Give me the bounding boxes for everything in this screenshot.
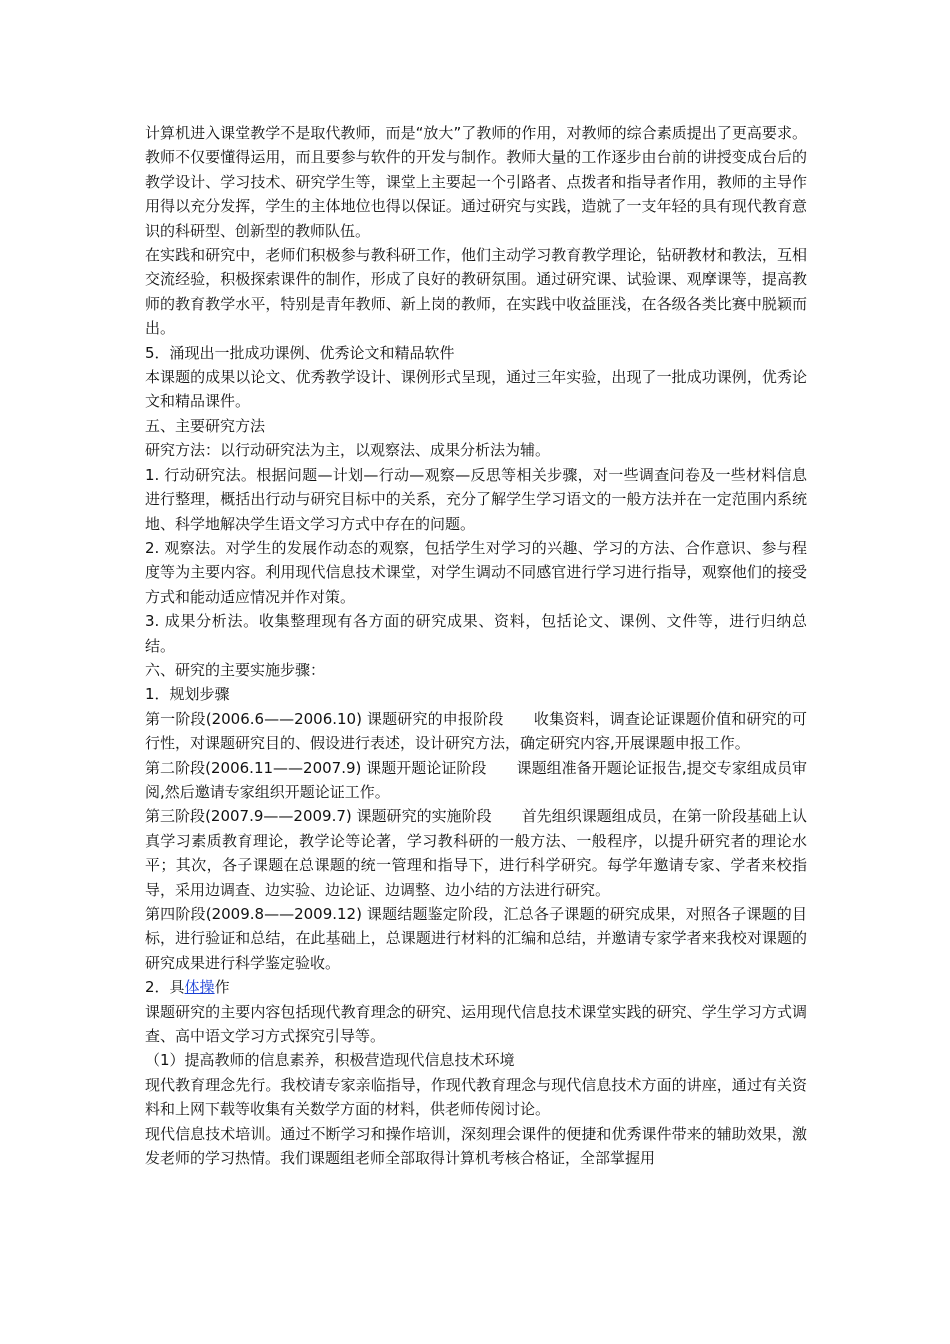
heading-text-after: 作 [214, 978, 230, 997]
document-page [145, 121, 807, 1170]
paragraph: 本课题的成果以论文、优秀教学设计、课例形式呈现，通过三年实验，出现了一批成功课例，优秀论文和精品课件。 [145, 368, 807, 411]
subsection-heading [145, 975, 807, 999]
section-heading: 五、主要研究方法 [145, 416, 266, 435]
stage-paragraph: 第二阶段(2006.11——2007.9) 课题开题论证阶段 课题组准备开题论证报告,提交专家组成员审阅,然后邀请专家组织开题论证工作。 [145, 758, 807, 801]
stage-paragraph: 第一阶段(2006.6——2006.10) 课题研究的申报阶段 收集资料，调查论证课题价值和研究的可行性，对课题研究目的、假设进行表述，设计研究方法，确定研究内容,开展课题申报工作。 [145, 709, 807, 753]
list-item: 1. 行动研究法。根据问题—计划—行动—观察—反思等相关步骤，对一些调查问卷及一些材料信息进行整理，概括出行动与研究目标中的关系，充分了解学生学习语文的一般方法并在一定范围内系统地、科学地解决学生语文学习方式中存在的问题。 [145, 465, 807, 533]
paragraph: 现代教育理念先行。我校请专家亲临指导，作现代教育理念与现代信息技术方面的讲座，通过有关资料和上网下载等收集有关数学方面的材料，供老师传阅讨论。 [145, 1075, 807, 1119]
paragraph: 课题研究的主要内容包括现代教育理念的研究、运用现代信息技术课堂实践的研究、学生学习方式调查、高中语文学习方式探究引导等。 [145, 1002, 807, 1046]
list-item: 2. 观察法。对学生的发展作动态的观察，包括学生对学习的兴趣、学习的方法、合作意识、参与程度等为主要内容。利用现代信息技术课堂，对学生调动不同感官进行学习进行指导，观察他们的接受方式和能动适应情况并作对策。 [145, 538, 807, 606]
list-item: 3. 成果分析法。收集整理现有各方面的研究成果、资料，包括论文、课例、文件等，进行归纳总结。 [145, 612, 807, 655]
subsection-heading: （1）提高教师的信息素养，积极营造现代信息技术环境 [145, 1051, 515, 1070]
paragraph: 计算机进入课堂教学不是取代教师，而是“放大”了教师的作用，对教师的综合素质提出了更高要求。教师不仅要懂得运用，而且要参与软件的开发与制作。教师大量的工作逐步由台前的讲授变成台后的教学设计、学习技术、研究学生等，课堂上主要起一个引路者、点拨者和指导者作用，教师的主导作用得以充分发挥，学生的主体地位也得以保证。通过研究与实践，造就了一支年轻的具有现代教育意识的科研型、创新型的教师队伍。 [145, 124, 807, 240]
section-heading: 六、研究的主要实施步骤： [145, 660, 326, 679]
stage-paragraph: 第三阶段(2007.9——2009.7) 课题研究的实施阶段 首先组织课题组成员，在第一阶段基础上认真学习素质教育理论，教学论等论著，学习教科研的一般方法、一般程序，以提升研究者的理论水平；其次，各子课题在总课题的统一管理和指导下，进行科学研究。每学年邀请专家、学者来校指导，采用边调查、边实验、边论证、边调整、边小结的方法进行研究。 [145, 807, 807, 899]
paragraph: 在实践和研究中，老师们积极参与教科研工作，他们主动学习教育教学理论，钻研教材和教法，互相交流经验，积极探索课件的制作，形成了良好的教研氛围。通过研究课、试验课、观摩课等，提高教师的教育教学水平，特别是青年教师、新上岗的教师，在实践中收益匪浅，在各级各类比赛中脱颖而出。 [145, 246, 807, 338]
section-heading: 5．涌现出一批成功课例、优秀论文和精品软件 [145, 343, 455, 362]
stage-paragraph: 第四阶段(2009.8——2009.12) 课题结题鉴定阶段，汇总各子课题的研究成果，对照各子课题的目标，进行验证和总结，在此基础上，总课题进行材料的汇编和总结，并邀请专家学者来我校对课题的研究成果进行科学鉴定验收。 [145, 905, 807, 972]
paragraph: 研究方法：以行动研究法为主，以观察法、成果分析法为辅。 [145, 441, 551, 460]
subsection-heading: 1．规划步骤 [145, 685, 230, 704]
paragraph: 现代信息技术培训。通过不断学习和操作培训，深刻理会课件的便捷和优秀课件带来的辅助效果，激发老师的学习热情。我们课题组老师全部取得计算机考核合格证，全部掌握用 [145, 1124, 807, 1168]
heading-text-before: 2．具 [145, 978, 185, 997]
hyperlink[interactable]: 体操 [184, 978, 215, 997]
